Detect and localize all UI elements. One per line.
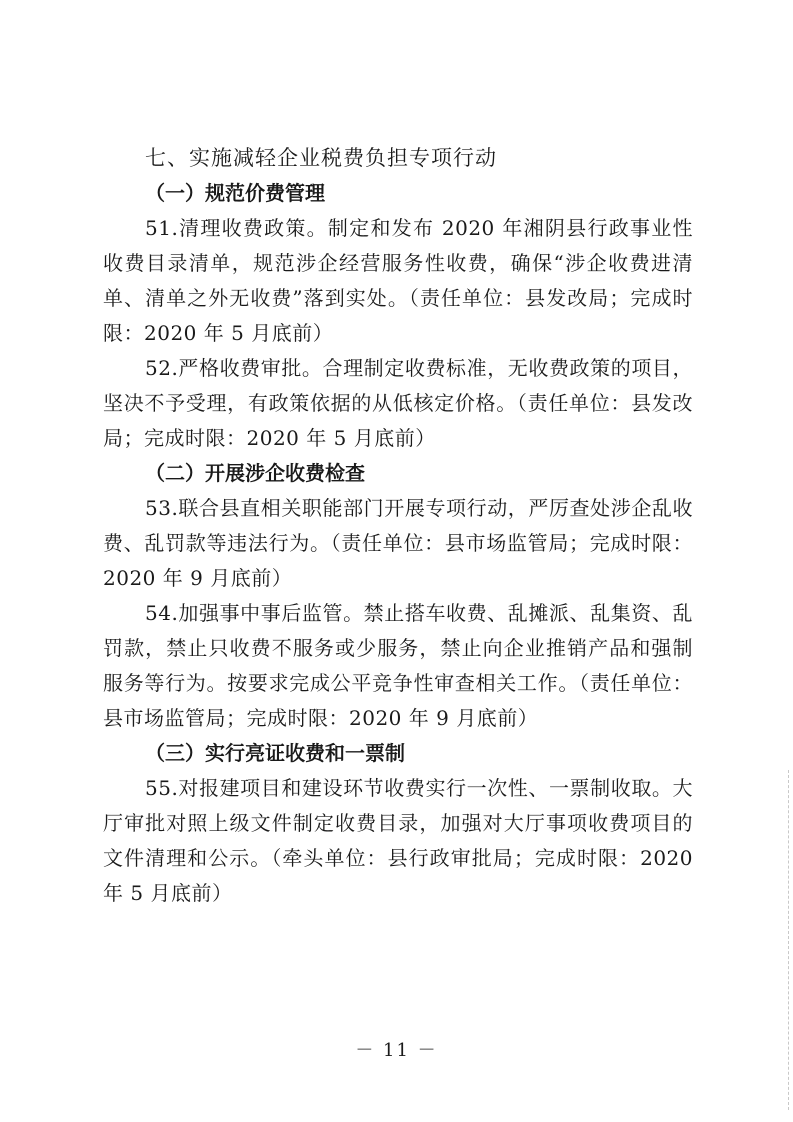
subsection-title-3: （三）实行亮证收费和一票制 — [145, 741, 405, 765]
document-body — [103, 141, 693, 911]
section-heading: 七、实施减轻企业税费负担专项行动 — [145, 146, 497, 170]
item-54: 54.加强事中事后监管。禁止搭车收费、乱摊派、乱集资、乱罚款，禁止只收费不服务或少服务，禁止向企业推销产品和强制服务等行为。按要求完成公平竞争性审查相关工作。（责任单位：县市场监管局；完成时限：2020 年 9 月底前） — [103, 601, 693, 730]
item-55: 55.对报建项目和建设环节收费实行一次性、一票制收取。大厅审批对照上级文件制定收费目录，加强对大厅事项收费项目的文件清理和公示。（牵头单位：县行政审批局；完成时限：2020 年 5 月底前） — [103, 776, 693, 905]
subsection-title-2: （二）开展涉企收费检查 — [145, 461, 365, 485]
page-number: － 11 － — [355, 1040, 438, 1061]
subsection-title-1: （一）规范价费管理 — [145, 181, 325, 205]
item-53: 53.联合县直相关职能部门开展专项行动，严厉查处涉企乱收费、乱罚款等违法行为。（责任单位：县市场监管局；完成时限：2020 年 9 月底前） — [103, 496, 693, 590]
scan-edge-mark — [787, 770, 789, 1110]
item-51: 51.清理收费政策。制定和发布 2020 年湘阴县行政事业性收费目录清单，规范涉企经营服务性收费，确保“涉企收费进清单、清单之外无收费”落到实处。（责任单位：县发改局；完成时限：2020 年 5 月底前） — [103, 216, 693, 345]
item-52: 52.严格收费审批。合理制定收费标准，无收费政策的项目，坚决不予受理，有政策依据的从低核定价格。（责任单位：县发改局；完成时限：2020 年 5 月底前） — [103, 356, 693, 450]
